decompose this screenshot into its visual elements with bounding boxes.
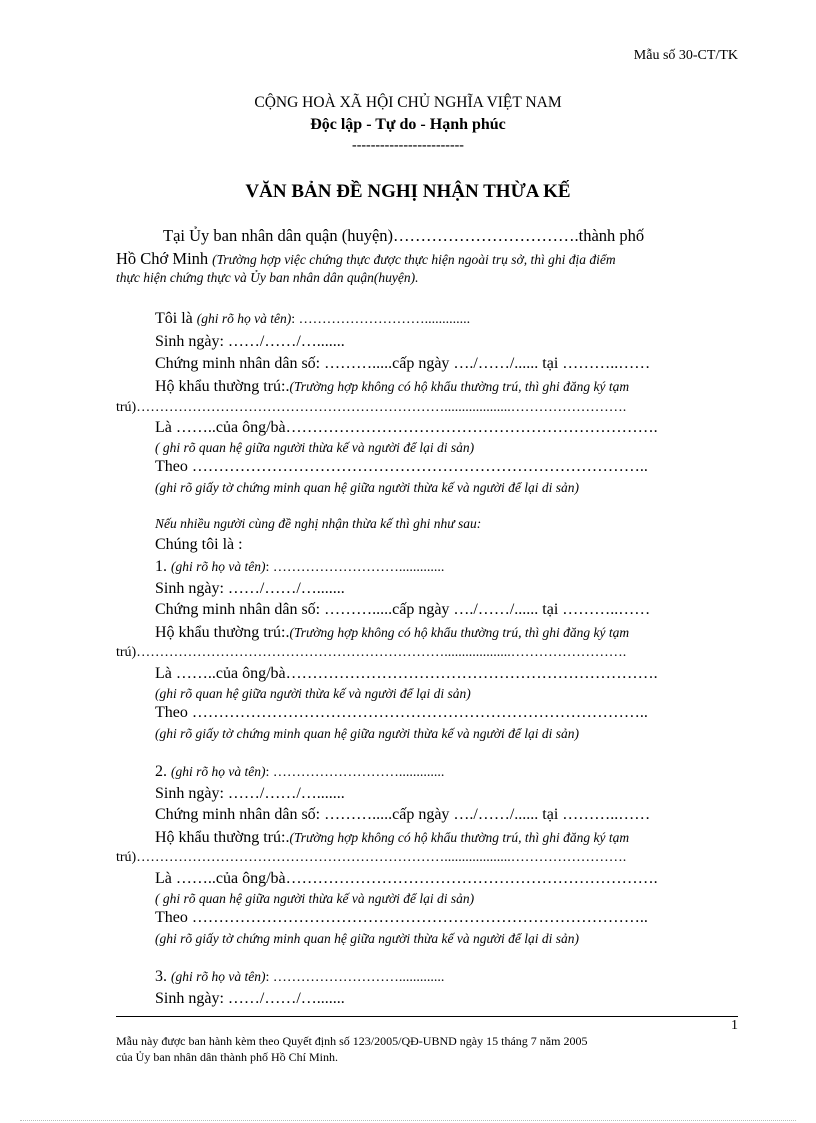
toi-la-label: Tôi là — [155, 310, 193, 327]
entry-1-theo-note: (ghi rõ giấy tờ chứng minh quan hệ giữa người thừa kế và người để lại di sản) — [155, 726, 580, 741]
entry-3-hint: (ghi rõ họ và tên) — [171, 969, 266, 984]
form-number: Mẫu số 30-CT/TK — [633, 48, 738, 63]
entry-1-residence-note: (Trường hợp không có hộ khẩu thường trú, thì ghi đăng ký tạm — [289, 625, 630, 640]
entry-2-id: Chứng minh nhân dân số: ……….....cấp ngày …./……/...... tại ………..…… — [155, 806, 651, 823]
intro-city-row — [116, 249, 616, 269]
entry-2-residence-row — [155, 829, 629, 847]
residence-cont: trú)…………………………………………………………...................……………………. — [116, 400, 627, 415]
theo-note: (ghi rõ giấy tờ chứng minh quan hệ giữa người thừa kế và người để lại di sản) — [155, 480, 580, 495]
entry-2-relation-note: ( ghi rõ quan hệ giữa người thừa kế và người để lại di sản) — [155, 891, 475, 906]
residence-note: (Trường hợp không có hộ khẩu thường trú, thì ghi đăng ký tạm — [289, 379, 630, 394]
entry-1-theo: Theo ………………………………………………………………………….. — [155, 704, 648, 721]
entry-2-number: 2. — [155, 763, 167, 780]
footnote-line-2: của Ủy ban nhân dân thành phố Hồ Chí Minh. — [116, 1050, 338, 1064]
entry-1-dob: Sinh ngày: ……/……/…....... — [155, 580, 345, 597]
document-title: VĂN BẢN ĐỀ NGHỊ NHẬN THỪA KẾ — [245, 181, 571, 202]
entry-2-theo-note: (ghi rõ giấy tờ chứng minh quan hệ giữa người thừa kế và người để lại di sản) — [155, 931, 580, 946]
dob-field: Sinh ngày: ……/……/…....... — [155, 333, 345, 350]
entry-1-hint: (ghi rõ họ và tên) — [171, 559, 266, 574]
page-bottom-divider — [20, 1120, 796, 1121]
header-separator: ------------------------ — [352, 138, 464, 153]
toi-la-hint: (ghi rõ họ và tên) — [196, 311, 292, 326]
entry-1-residence-label: Hộ khẩu thường trú:. — [155, 624, 290, 641]
intro-note-2: thực hiện chứng thực và Ủy ban nhân dân quận(huyện). — [116, 270, 419, 285]
toi-la-dots: : ………………………............. — [291, 312, 471, 327]
page-number: 1 — [731, 1018, 738, 1033]
country-name: CỘNG HOÀ XÃ HỘI CHỦ NGHĨA VIỆT NAM — [254, 94, 562, 111]
entry-1-residence-row — [155, 624, 629, 642]
entry-3-dob: Sinh ngày: ……/……/…....... — [155, 990, 345, 1007]
entry-1-name-row — [155, 558, 444, 576]
theo-field: Theo ………………………………………………………………………….. — [155, 458, 648, 475]
intro-city: Hồ Chớ Minh — [116, 249, 209, 268]
entry-2-residence-label: Hộ khẩu thường trú:. — [155, 829, 290, 846]
footnote-rule — [116, 1016, 738, 1017]
multi-note: Nếu nhiều người cùng đề nghị nhận thừa kế thì ghi như sau: — [155, 516, 482, 531]
relation-note: ( ghi rõ quan hệ giữa người thừa kế và người để lại di sản) — [155, 440, 475, 455]
entry-2-residence-note: (Trường hợp không có hộ khẩu thường trú, thì ghi đăng ký tạm — [289, 830, 630, 845]
relation-field: Là ……..của ông/bà……………………………………………………………. — [155, 419, 658, 436]
entry-2-theo: Theo ………………………………………………………………………….. — [155, 909, 648, 926]
entry-1-number: 1. — [155, 558, 167, 575]
toi-la-row — [155, 310, 470, 328]
entry-1-id: Chứng minh nhân dân số: ……….....cấp ngày …./……/...... tại ………..…… — [155, 601, 651, 618]
entry-2-name-row — [155, 763, 444, 781]
entry-3-number: 3. — [155, 968, 167, 985]
residence-label: Hộ khẩu thường trú:. — [155, 378, 290, 395]
entry-2-hint: (ghi rõ họ và tên) — [171, 764, 266, 779]
footnote-line-1: Mẫu này được ban hành kèm theo Quyết định số 123/2005/QĐ-UBND ngày 15 tháng 7 năm 2005 — [116, 1034, 588, 1048]
id-field: Chứng minh nhân dân số: ……….....cấp ngày …./……/...... tại ………..…… — [155, 355, 651, 372]
entry-2-residence-cont: trú)…………………………………………………………...................……………………. — [116, 850, 627, 865]
entry-2-relation: Là ……..của ông/bà……………………………………………………………. — [155, 870, 658, 887]
chung-toi-label: Chúng tôi là : — [155, 536, 243, 553]
intro-note-1: (Trường hợp việc chứng thực được thực hiện ngoài trụ sở, thì ghi địa điểm — [212, 252, 616, 267]
entry-1-residence-cont: trú)…………………………………………………………...................……………………. — [116, 645, 627, 660]
entry-1-dots: : ………………………............. — [265, 560, 445, 575]
entry-2-dob: Sinh ngày: ……/……/…....... — [155, 785, 345, 802]
motto: Độc lập - Tự do - Hạnh phúc — [310, 116, 506, 133]
entry-3-dots: : ………………………............. — [265, 970, 445, 985]
entry-3-name-row — [155, 968, 444, 986]
entry-2-dots: : ………………………............. — [265, 765, 445, 780]
residence-row — [155, 378, 629, 396]
entry-1-relation-note: (ghi rõ quan hệ giữa người thừa kế và người để lại di sản) — [155, 686, 471, 701]
entry-1-relation: Là ……..của ông/bà……………………………………………………………. — [155, 665, 658, 682]
intro-line: Tại Ủy ban nhân dân quận (huyện)…………………………….thành phố — [163, 226, 645, 245]
